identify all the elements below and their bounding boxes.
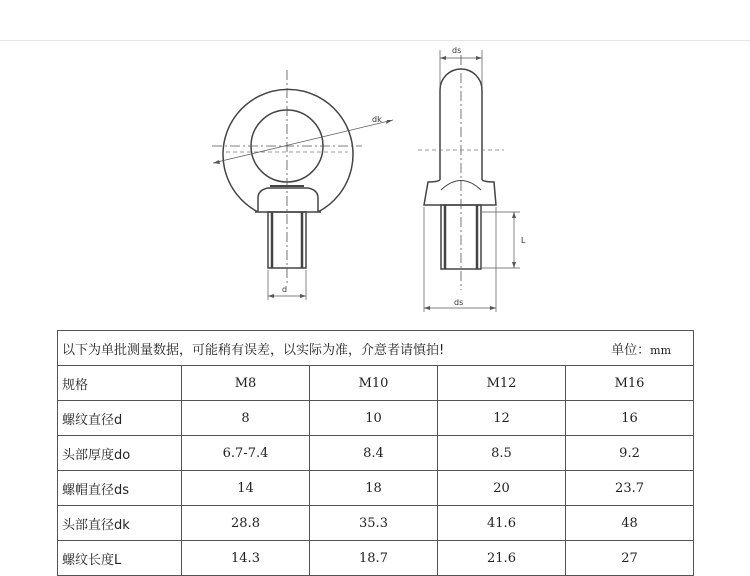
- hidden-lines: [226, 150, 504, 152]
- table-note-row: [58, 331, 694, 366]
- table-cell: 8.5: [438, 436, 566, 471]
- table-cell: 27: [566, 541, 694, 576]
- header-label: 规格: [58, 366, 182, 401]
- header-cell: M12: [438, 366, 566, 401]
- table-cell: 18.7: [310, 541, 438, 576]
- table-row: [58, 401, 694, 436]
- table-row: [58, 471, 694, 506]
- side-view-outline: [424, 69, 496, 269]
- table-cell: 9.2: [566, 436, 694, 471]
- table-cell: 20: [438, 471, 566, 506]
- table-cell: 35.3: [310, 506, 438, 541]
- dim-label-ds-top: ds: [452, 46, 462, 55]
- table-cell: 8: [182, 401, 310, 436]
- table-cell: 6.7-7.4: [182, 436, 310, 471]
- table-cell: 12: [438, 401, 566, 436]
- table-cell: 18: [310, 471, 438, 506]
- table-cell: 28.8: [182, 506, 310, 541]
- spec-table: [57, 330, 694, 576]
- unit-label: 单位：: [611, 342, 651, 358]
- header-cell: M10: [310, 366, 438, 401]
- unit-text: [611, 339, 693, 358]
- ring-outline: [223, 89, 353, 212]
- header-cell: M16: [566, 366, 694, 401]
- dim-label-ds-bottom: ds: [454, 298, 464, 307]
- header-row: [58, 366, 694, 401]
- table-row: [58, 436, 694, 471]
- note-cell: [58, 331, 694, 366]
- table-cell: 41.6: [438, 506, 566, 541]
- table-cell: 48: [566, 506, 694, 541]
- table-cell: 14: [182, 471, 310, 506]
- row-label: 头部厚度do: [58, 436, 182, 471]
- unit-value: mm: [650, 343, 672, 357]
- table-cell: 14.3: [182, 541, 310, 576]
- row-label: 螺纹直径d: [58, 401, 182, 436]
- dim-label-dk: dk: [372, 115, 382, 124]
- table-row: [58, 506, 694, 541]
- header-cell: M8: [182, 366, 310, 401]
- table-cell: 16: [566, 401, 694, 436]
- disclaimer-text: 以下为单批测量数据，可能稍有误差，以实际为准，介意者请慎拍!: [62, 342, 445, 358]
- row-label: 螺帽直径ds: [58, 471, 182, 506]
- table-cell: 10: [310, 401, 438, 436]
- dim-label-L: L: [521, 236, 526, 245]
- row-label: 螺纹长度L: [58, 541, 182, 576]
- table-row: [58, 541, 694, 576]
- table-cell: 8.4: [310, 436, 438, 471]
- table-cell: 23.7: [566, 471, 694, 506]
- dimension-lines: [213, 50, 520, 312]
- row-label: 头部直径dk: [58, 506, 182, 541]
- table-cell: 21.6: [438, 541, 566, 576]
- dim-label-d: d: [282, 285, 288, 294]
